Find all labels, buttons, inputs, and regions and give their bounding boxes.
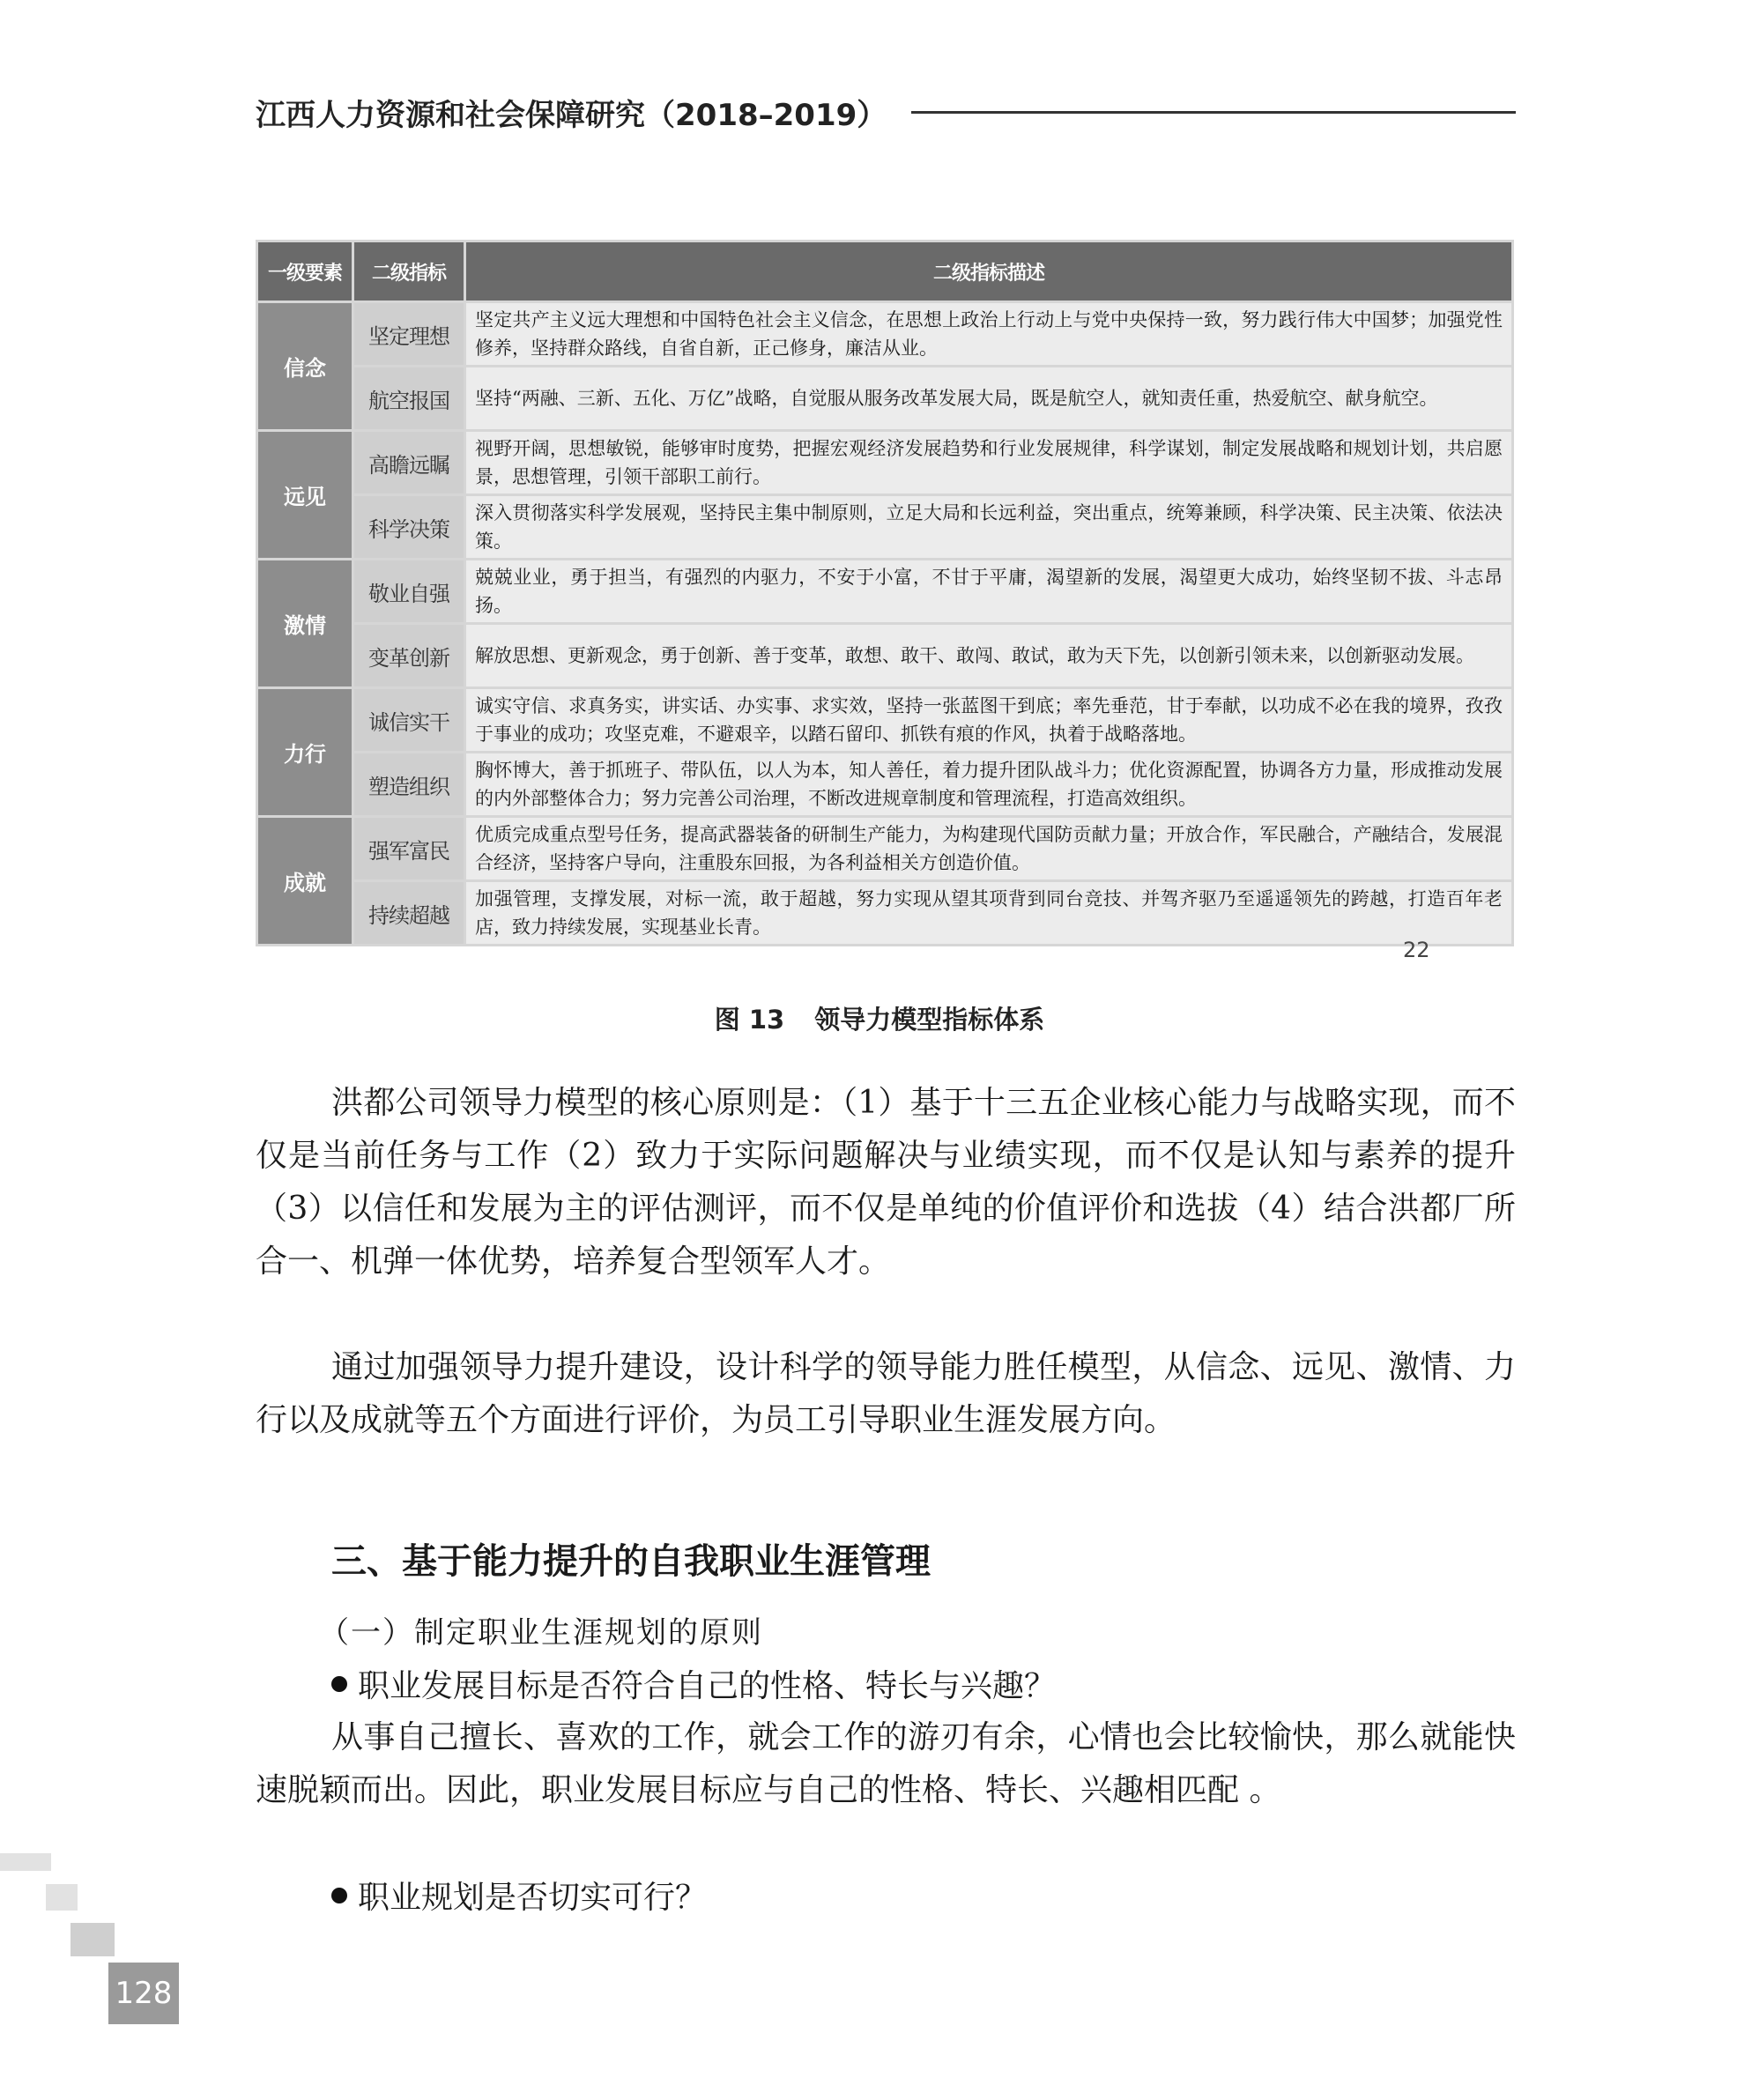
second-level-indicator: 高瞻远瞩 <box>354 432 464 493</box>
table-row <box>258 303 1511 365</box>
table-row <box>258 882 1511 944</box>
indicator-description: 胸怀博大，善于抓班子、带队伍，以人为本，知人善任，着力提升团队战斗力；优化资源配置，协调各方力量，形成推动发展的内外部整体合力；努力完善公司治理，不断改进规章制度和管理流程，打造高效组织。 <box>466 753 1511 815</box>
first-level-element: 远见 <box>258 432 352 558</box>
indicator-description: 加强管理，支撑发展，对标一流，敢于超越，努力实现从望其项背到同台竞技、并驾齐驱乃至遥遥领先的跨越，打造百年老店，致力持续发展，实现基业长青。 <box>466 882 1511 944</box>
first-level-element: 激情 <box>258 560 352 686</box>
paragraph: 通过加强领导力提升建设，设计科学的领导能力胜任模型，从信念、远见、激情、力行以及成就等五个方面进行评价，为员工引导职业生涯发展方向。 <box>256 1349 1516 1438</box>
caption-text: 领导力模型指标体系 <box>814 1005 1045 1035</box>
running-header <box>256 90 1516 134</box>
table-row <box>258 818 1511 879</box>
indicator-description: 解放思想、更新观念，勇于创新、善于变革，敢想、敢干、敢闯、敢试，敢为天下先，以创新引领未来，以创新驱动发展。 <box>466 625 1511 686</box>
table-row <box>258 753 1511 815</box>
header-rule <box>911 111 1516 114</box>
indicator-description: 诚实守信、求真务实，讲实话、办实事、求实效，坚持一张蓝图干到底；率先垂范，甘于奉献，以功成不必在我的境界，孜孜于事业的成功；攻坚克难，不避艰辛，以踏石留印、抓铁有痕的作风，执着于战略落地。 <box>466 689 1511 751</box>
bullet-dot-icon <box>331 1676 347 1692</box>
indicator-description: 兢兢业业，勇于担当，有强烈的内驱力，不安于小富，不甘于平庸，渴望新的发展，渴望更大成功，始终坚韧不拔、斗志昂扬。 <box>466 560 1511 622</box>
table-row <box>258 367 1511 429</box>
bullet-item <box>331 1661 1056 1706</box>
figure-caption <box>0 1000 1759 1036</box>
first-level-element: 力行 <box>258 689 352 815</box>
second-level-indicator: 持续超越 <box>354 882 464 944</box>
bullet-text: 职业规划是否切实可行？ <box>358 1880 708 1916</box>
figure-corner-mark: 22 <box>1403 938 1430 962</box>
second-level-indicator: 强军富民 <box>354 818 464 879</box>
table-header-row <box>258 242 1511 301</box>
indicator-table <box>256 240 1514 946</box>
table-row <box>258 625 1511 686</box>
caption-number: 图 13 <box>714 1005 785 1035</box>
bullet-dot-icon <box>331 1888 347 1903</box>
table-row <box>258 560 1511 622</box>
subsection-heading: （一）制定职业生涯规划的原则 <box>319 1615 763 1651</box>
table-row <box>258 689 1511 751</box>
table-row <box>258 496 1511 558</box>
running-title: 江西人力资源和社会保障研究（2018–2019） <box>256 97 887 133</box>
column-header: 一级要素 <box>258 242 352 301</box>
first-level-element: 成就 <box>258 818 352 944</box>
paragraph: 从事自己擅长、喜欢的工作，就会工作的游刃有余，心情也会比较愉快，那么就能快速脱颖而出。因此，职业发展目标应与自己的性格、特长、兴趣相匹配 。 <box>256 1719 1516 1808</box>
second-level-indicator: 坚定理想 <box>354 303 464 365</box>
section-heading: 三、基于能力提升的自我职业生涯管理 <box>331 1541 931 1582</box>
indicator-description: 深入贯彻落实科学发展观，坚持民主集中制原则，立足大局和长远利益，突出重点，统筹兼顾，科学决策、民主决策、依法决策。 <box>466 496 1511 558</box>
second-level-indicator: 诚信实干 <box>354 689 464 751</box>
paragraph: 洪都公司领导力模型的核心原则是：（1）基于十三五企业核心能力与战略实现，而不仅是当前任务与工作（2）致力于实际问题解决与业绩实现，而不仅是认知与素养的提升（3）以信任和发展为主的评估测评，而不仅是单纯的价值评价和选拔（4）结合洪都厂所合一、机弹一体优势，培养复合型领军人才。 <box>256 1085 1516 1280</box>
indicator-description: 坚定共产主义远大理想和中国特色社会主义信念，在思想上政治上行动上与党中央保持一致，努力践行伟大中国梦；加强党性修养，坚持群众路线，自省自新，正己修身，廉洁从业。 <box>466 303 1511 365</box>
table-row <box>258 432 1511 493</box>
first-level-element: 信念 <box>258 303 352 429</box>
column-header: 二级指标 <box>354 242 464 301</box>
decorative-square <box>46 1884 78 1911</box>
bullet-text: 职业发展目标是否符合自己的性格、特长与兴趣？ <box>358 1668 1057 1704</box>
page-number: 128 <box>108 1963 179 2024</box>
bullet-item <box>331 1873 707 1918</box>
decorative-square <box>0 1853 51 1871</box>
column-header: 二级指标描述 <box>466 242 1511 301</box>
indicator-description: 优质完成重点型号任务，提高武器装备的研制生产能力，为构建现代国防贡献力量；开放合作，军民融合，产融结合，发展混合经济，坚持客户导向，注重股东回报，为各利益相关方创造价值。 <box>466 818 1511 879</box>
second-level-indicator: 变革创新 <box>354 625 464 686</box>
decorative-square <box>71 1923 115 1956</box>
indicator-description: 坚持“两融、三新、五化、万亿”战略，自觉服从服务改革发展大局，既是航空人，就知责任重，热爱航空、献身航空。 <box>466 367 1511 429</box>
second-level-indicator: 敬业自强 <box>354 560 464 622</box>
indicator-description: 视野开阔，思想敏锐，能够审时度势，把握宏观经济发展趋势和行业发展规律，科学谋划，制定发展战略和规划计划，共启愿景，思想管理，引领干部职工前行。 <box>466 432 1511 493</box>
second-level-indicator: 科学决策 <box>354 496 464 558</box>
second-level-indicator: 塑造组织 <box>354 753 464 815</box>
second-level-indicator: 航空报国 <box>354 367 464 429</box>
